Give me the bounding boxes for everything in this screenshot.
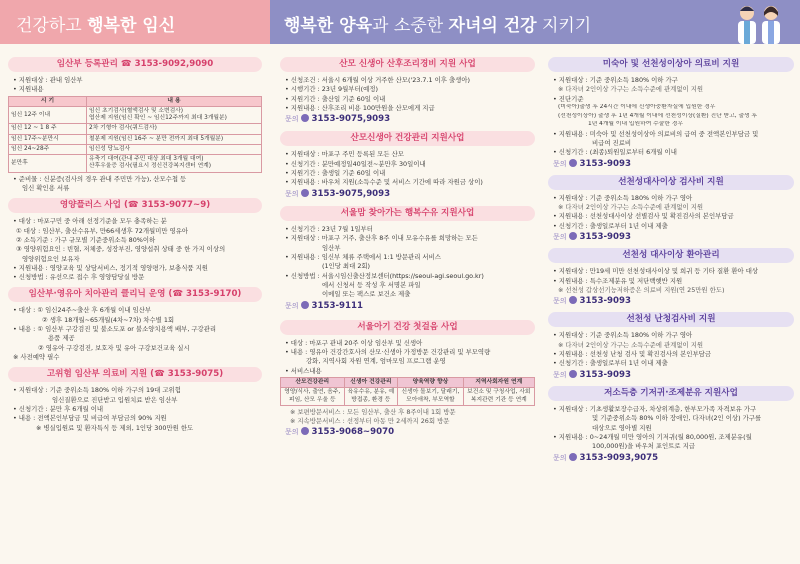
info-row: • 신청조건 : 서울시 6개월 이상 거주한 산모('23.7.1 이후 출생아)	[285, 76, 470, 84]
phone-value: 3153-9170	[186, 289, 238, 300]
contact-label: 문의	[553, 233, 567, 242]
info-row: • 대상 : 마포구 관내 20주 이상 임산부 및 신생아	[285, 338, 423, 347]
cell-line: 임신 초기검사(혈액검사 및 소변검사)	[89, 107, 184, 114]
section-title: 선천성 난청검사비 지원	[626, 314, 716, 325]
info-row: • 신청기간 : 출생일로부터 1년 이내 제출	[553, 221, 668, 230]
table-row	[9, 124, 262, 134]
contact-number: 3153-9111	[311, 300, 363, 311]
column-2	[280, 55, 535, 441]
table-cell: 2차 기형아 검사(쿼드검사)	[87, 124, 262, 134]
table-header: 양육역량 향상	[398, 378, 463, 388]
info-row: • 내용 : ① 임산부 구강검진 및 불소도포 or 불소양치용액 배부, 구강관리	[13, 325, 217, 334]
left-title-part-a: 건강하고	[16, 16, 88, 36]
diaper-formula-title	[548, 386, 794, 401]
info-sub-row: 1년 4개월 이내 입원하여 수술한 경우	[588, 121, 683, 128]
column-1	[8, 55, 262, 433]
contact-line	[548, 296, 794, 307]
section-title: 서울아기 건강 첫걸음 사업	[357, 321, 458, 332]
table-cell: 영양/식사, 출연, 음주, 피임, 산모 우울 등	[281, 388, 345, 405]
info-sub-row: ② 소득기준 : 가구 규모별 기준중위소득 80%이하	[16, 235, 156, 244]
contact-number: 3153-9075,9093	[311, 114, 391, 125]
premature-infant-title	[548, 57, 794, 72]
left-banner-title	[16, 11, 175, 36]
table-cell: 육유수유, 분유, 예방접종, 환경 등	[344, 388, 398, 405]
table-cell: 분만후	[9, 155, 87, 172]
info-row: • 지원내용 : 바우처 지원(소득수준 및 서비스 기간에 따라 자원금 상이)	[285, 178, 483, 187]
info-row: • 내용 : 영유아 건강간호사의 산모·신생아 가정방문 건강관리 및 부모역량	[285, 348, 491, 357]
section-title: 미숙아 및 선천성이상아 의료비 지원	[602, 58, 740, 69]
info-sub-row: 임신 확인용 서류	[22, 183, 70, 192]
table-cell: 임신성 당뇨검사	[87, 144, 262, 154]
section-title: 선천성 대사이상 환아관리	[622, 250, 720, 261]
right-banner-title	[284, 11, 591, 36]
info-row: ※ 사전예약 필수	[13, 353, 60, 362]
contact-label: 문의	[285, 428, 299, 437]
metabolic-test-title	[548, 175, 794, 190]
section-title: 고위험 임산부 의료비 지원	[46, 369, 148, 380]
contact-label: 문의	[553, 453, 567, 462]
table-cell: 임신 12주 이내	[9, 106, 87, 123]
cell-line: 엽산제 지원(임신 확인 ~ 임신12주까지 최대 3개월분)	[89, 115, 227, 122]
info-sub-row: ① 대상 : 임산부, 출산수유부, 만66세생후 72개월미만 영유아	[16, 226, 189, 235]
info-sub-row: 비급여 진료비	[592, 138, 632, 147]
phone-number: (☎ 3153-9077~9)	[123, 200, 211, 211]
postpartum-care-title	[280, 57, 535, 72]
info-row: • 지원내용 : 미숙아 및 선천성이상아 의료비의 급여 중 전액본인부담금 및	[553, 129, 759, 138]
info-row: • 지원대상 : 기준 중위소득 180% 이하 가구 영아	[553, 193, 693, 202]
contact-number: 3153-9093	[579, 369, 631, 380]
note-row: ※ 지속방문서비스 : 선정부터 아동 만 2세까지 26회 방문	[290, 417, 450, 426]
high-risk-pregnancy-title	[8, 367, 262, 382]
table-row	[9, 155, 262, 172]
note-row: ※ 다자녀 2인이상 가구는 소득수준에 관계없이 지원	[558, 85, 704, 94]
contact-line	[280, 301, 535, 312]
service-content-table	[280, 377, 535, 406]
info-row: • 지원대상 : 마포구 주민 등록된 모든 산모	[285, 150, 404, 159]
contact-number: 3153-9093,9075	[579, 452, 659, 463]
contact-line	[548, 370, 794, 381]
info-sub-row: 에서 신청서 등 작성 후 서명본 파일	[322, 280, 421, 289]
section-title: 산모신생아 건강관리 지원사업	[350, 133, 465, 144]
info-row: • 지원내용 : 임신부 체류 주택에서 1:1 방문관리 서비스	[285, 252, 441, 261]
cell-line: 유축기 대여(관내 주민 대상 최대 3개월 대여)	[89, 156, 204, 163]
table-cell: 임신 24~28주	[9, 144, 87, 154]
info-row: • 신청기간 : 출생일로부터 1년 이내 제출	[553, 359, 668, 368]
info-row: • 서비스내용	[285, 366, 322, 375]
table-cell	[87, 106, 262, 123]
info-row: • 진단기준	[553, 94, 584, 103]
info-row: • 지원내용 : 특수조제분유 및 저단백햇반 지원	[553, 276, 683, 285]
info-row: • 지원내용 : 0~24개월 미만 영아의 기저귀(월 80,000원, 조제분유(월	[553, 432, 752, 441]
note-row: ※ 다자녀 2인이상 가구는 소득수준에 관계없이 지원	[558, 340, 704, 349]
info-row: • 지원대상 : 만19세 미만 선천성대사이상 및 희귀 등 기타 질환 환아 대상	[553, 267, 759, 276]
table-header: 지역사회자원 연계	[463, 378, 534, 388]
section-title: 서울맘 찾아가는 행복수유 지원사업	[340, 207, 475, 218]
section-title: 임산부·영유아 치아관리 클리닉 운영	[28, 289, 166, 300]
doctors-illustration-icon	[730, 2, 788, 44]
info-row: • 지원대상 : 기준 중위소득 180% 이하 가구	[553, 76, 678, 84]
contact-line	[280, 189, 535, 200]
breastfeeding-support-title	[280, 206, 535, 221]
phone-value: 3153-9092,9090	[134, 58, 214, 69]
table-header: 내 용	[87, 96, 262, 106]
phone-icon	[301, 427, 309, 435]
info-row: • 내용 : 전액본인부담금 및 비급여 부담금의 90% 지원	[13, 414, 167, 423]
right-title-part-d: 지키기	[536, 16, 592, 36]
info-sub-row: (1인당 최대 2회)	[322, 262, 371, 271]
phone-icon	[301, 114, 309, 122]
contact-label: 문의	[285, 301, 299, 310]
info-row: • 신청기간 : 분만 후 6개월 이내	[13, 405, 104, 414]
table-row	[9, 144, 262, 154]
info-sub-row: 강화, 지역사회 자원 연계, 엄마모임 프로그램 운영	[306, 357, 446, 366]
info-sub-row: ② 영유아 구강검진, 보호자 및 유아 구강보건교육 실시	[38, 343, 190, 352]
note-row: ※ 보편방문서비스 : 모든 임산부, 출산 후 8주이내 1회 방문	[290, 407, 456, 416]
table-row	[9, 134, 262, 144]
right-title-part-b: 과 소중한	[372, 16, 449, 36]
note-row: ※ 선천성 갑상선기능저하증은 의료비 지원(연 25만원 한도)	[558, 285, 725, 294]
info-row: • 지원대상 : 관내 임산부	[13, 76, 83, 84]
table-header: 시 기	[9, 96, 87, 106]
info-row: • 신청기간 : 23년 7월 1일부터	[285, 224, 373, 233]
info-sub-row: 대상으로 영아별 지원	[592, 423, 652, 432]
info-sub-row: ② 생후 18개월~65개월(4차~7차) 차수별 1회	[42, 315, 175, 324]
contact-line	[280, 427, 535, 438]
contact-number: 3153-9068~9070	[311, 427, 395, 438]
table-header: 신생아 건강관리	[344, 378, 398, 388]
table-header-row	[281, 378, 535, 388]
contact-label: 문의	[553, 370, 567, 379]
info-row: • 대상 : ① 임신24주~출산 후 6개월 이내 임산부	[13, 306, 152, 315]
info-sub-row: 이메일 또는 팩스로 보건소 제출	[322, 290, 411, 299]
left-banner	[0, 0, 270, 44]
info-row: • 신청방법 : 서울시임신출산정보센터(https://seoul-agi.seoul.go.kr)	[285, 271, 484, 280]
pregnancy-schedule-table	[8, 96, 262, 173]
info-row: • 신청기간 : 분만예정일40일전~분만후 30일이내	[285, 159, 426, 168]
pregnant-registration-title	[8, 57, 262, 72]
table-cell: 임신 17주~분만시	[9, 134, 87, 144]
info-row: • 지원기간 : 출생일 기준 60일 이내	[285, 169, 386, 178]
section-title: 산모 신생아 산후조리경비 지원 사업	[339, 58, 476, 69]
info-row: • 지원내용 : 영양교육 및 상담서비스, 정기적 영양평가, 보충식품 지원	[13, 263, 208, 272]
right-title-part-a: 행복한 양육	[284, 16, 373, 36]
section-title: 선천성대사이상 검사비 지원	[618, 176, 724, 187]
phone-icon	[301, 301, 309, 309]
contact-line	[548, 232, 794, 243]
phone-number: ☎ 3153-9092,9090	[120, 58, 214, 69]
dental-clinic-title	[8, 287, 262, 302]
info-row: • 시행기간 : 23년 9월부터(예정)	[285, 85, 378, 94]
info-sub-row: 및 기준중위소득 80% 이하 장애인, 다자녀(2인 이상) 가구를	[592, 414, 762, 423]
cell-line: 산후우울증 검사(필요시 정신건강복지센터 연계)	[89, 163, 212, 170]
info-sub-row: 임산부	[322, 243, 341, 252]
contact-number: 3153-9093	[579, 158, 631, 169]
contact-label: 문의	[285, 189, 299, 198]
section-title: 저소득층 기저귀·조제분유 지원사업	[604, 387, 738, 398]
info-sub-row: (미숙아)출생 후 24시간 이내에 신생아중환자실에 입원한 경우	[558, 103, 716, 110]
right-title-part-c: 자녀의 건강	[448, 16, 537, 36]
info-row: • 지원내용 : 선천성 난청 검사 및 확진검사의 본인부담금	[553, 350, 711, 359]
info-sub-row: 임신질환으로 진단받고 입원치료 받은 임산부	[52, 395, 178, 404]
info-row: • 준비물 : 신분증(검사의 경우 관내 주민만 가능), 산모수첩 등	[13, 174, 187, 183]
contact-line	[280, 114, 535, 125]
info-row: • 지원대상 : 기초생활보장수급자, 차상위계층, 한부모가족 자격보유 가구	[553, 404, 757, 413]
info-sub-row: 용품 제공	[48, 334, 75, 343]
info-row: • 지원내용 : 선천성대사이상 선별검사 및 확진검사의 본인부담금	[553, 212, 734, 221]
contact-line	[548, 453, 794, 464]
info-sub-row: ③ 영양위험요인 : 빈혈, 저체중, 성장부진, 영양섭취 상태 중 한 가지 이상의	[16, 245, 226, 254]
table-cell: 신생아 돌보기, 달래기, 모아애착, 부모역할	[398, 388, 463, 405]
table-row	[281, 388, 535, 405]
phone-icon	[569, 159, 577, 167]
table-row	[9, 106, 262, 123]
section-title: 영양플러스 사업	[59, 200, 121, 211]
phone-value: 3153-9077~9	[141, 200, 207, 211]
contact-number: 3153-9093	[579, 296, 631, 307]
contact-line	[548, 159, 794, 170]
contact-label: 문의	[553, 297, 567, 306]
phone-icon	[569, 232, 577, 240]
contact-number: 3153-9075,9093	[311, 188, 391, 199]
contact-label: 문의	[285, 115, 299, 124]
info-row: • 신청기간 : (최종)퇴원일로부터 6개월 이내	[553, 148, 677, 157]
info-row: • 지원내용	[13, 85, 44, 94]
table-cell: 보건소 및 구청사업, 사회복지관련 기관 등 연계	[463, 388, 534, 405]
info-row: • 신청방법 : 유선으로 접수 후 영양담당실 방문	[13, 273, 145, 282]
table-header: 산모건강관리	[281, 378, 345, 388]
info-sub-row: (선천성이상아) 출생 후 1년 4개월 이내에 선천성이상(질환) 진단 받고, 출생 후	[558, 112, 758, 119]
phone-value: 3153-9075	[167, 369, 220, 380]
info-row: • 대상 : 마포구민 중 아래 선정기준을 모두 충족하는 분	[13, 217, 167, 226]
table-cell	[87, 155, 262, 172]
phone-icon	[569, 453, 577, 461]
seoul-baby-title	[280, 320, 535, 335]
contact-number: 3153-9093	[579, 232, 631, 243]
nutrition-plus-title	[8, 198, 262, 213]
right-banner	[270, 0, 800, 44]
info-row: • 지원대상 : 마포구 거주, 출산후 8주 이내 모유수유를 희망하는 모든	[285, 234, 478, 243]
table-cell: 철분제 지원(임신 16주 ~ 분만 전까지 최대 5개월분)	[87, 134, 262, 144]
hearing-test-title	[548, 312, 794, 327]
column-3	[548, 55, 794, 466]
section-title: 임산부 등록관리	[56, 58, 118, 69]
newborn-health-title	[280, 131, 535, 146]
table-cell: 임신 12 ~ 1 8 주	[9, 124, 87, 134]
contact-label: 문의	[553, 159, 567, 168]
phone-icon	[569, 370, 577, 378]
table-header-row	[9, 96, 262, 106]
info-row: • 지원기간 : 출산일 기준 60일 이내	[285, 94, 386, 103]
phone-number: (☎ 3153-9170)	[168, 289, 242, 300]
info-row: • 지원내용 : 산후조리 비용 100만원을 산모에게 지급	[285, 103, 435, 112]
info-sub-row: 100,000원)을 바우처 포인트로 지급	[592, 442, 695, 451]
note-row: ※ 다자녀 2인이상 가구는 소득수준에 관계없이 지원	[558, 203, 704, 212]
phone-icon	[301, 189, 309, 197]
phone-icon	[569, 296, 577, 304]
info-sub-row: 영양위험요인 보유자	[22, 254, 80, 263]
info-row: • 지원대상 : 기준 중위소득 180% 이하 가구 영아	[553, 331, 693, 340]
info-row: • 지원대상 : 기준 중위소득 180% 이하 가구의 19대 고위험	[13, 386, 181, 395]
info-sub-row: ※ 병실입원료 및 환자특식 등 제외, 1인당 300만원 한도	[36, 423, 194, 432]
phone-number: (☎ 3153-9075)	[150, 369, 224, 380]
left-title-part-b: 행복한 임신	[87, 16, 176, 36]
metabolic-patient-title	[548, 248, 794, 263]
